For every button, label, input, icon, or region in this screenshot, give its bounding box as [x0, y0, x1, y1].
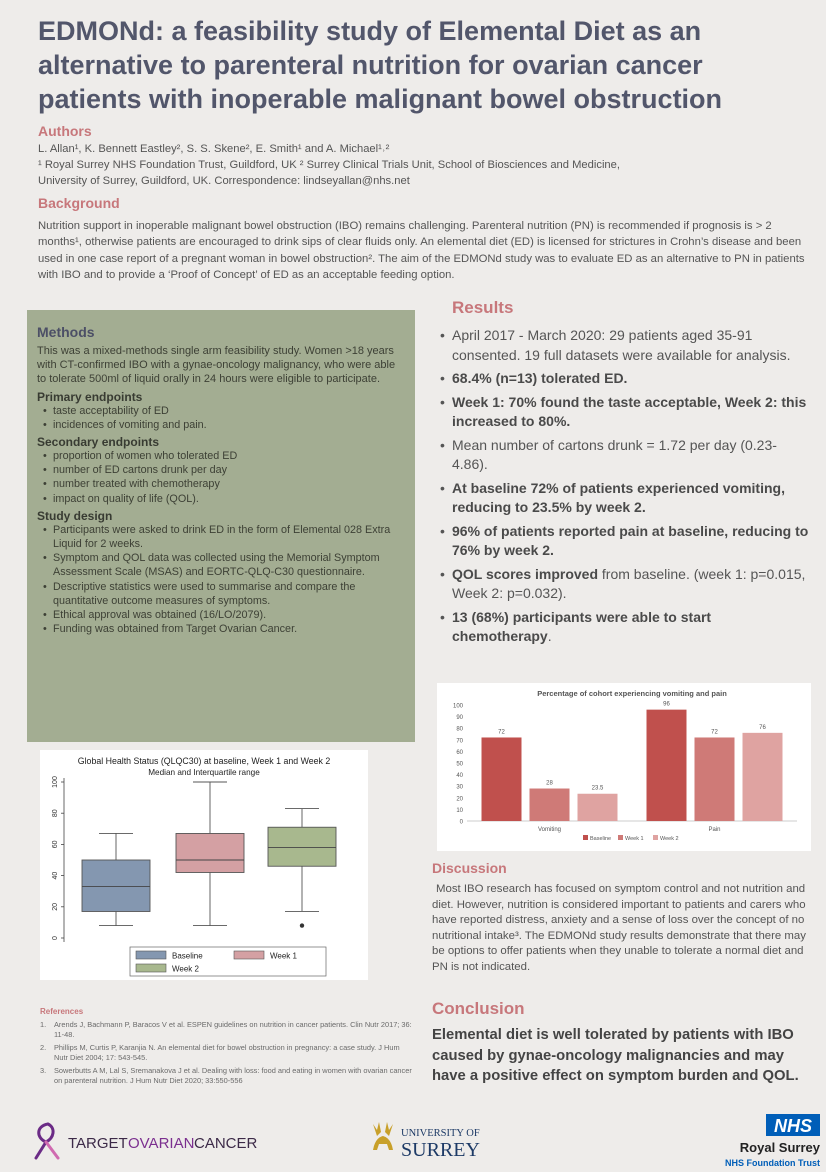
target-ovarian-cancer-logo	[28, 1118, 268, 1164]
list-item: • proportion of women who tolerated ED	[43, 449, 397, 463]
y-tick-label: 20	[52, 902, 59, 911]
study-design-heading: Study design	[37, 508, 113, 523]
background-heading: Background	[38, 195, 120, 211]
discussion-text: Most IBO research has focused on symptom control and not nutrition and diet. However, nutrition is considered important to patients and carers who have reported distress, anxiety and a sense of loss over the concept of no nutritional intake³. The EDMONd study results demonstrate that there may be options to offer patients when they unable to tolerate a normal diet and PN is not indicated.	[432, 883, 806, 973]
legend-swatch	[583, 835, 588, 840]
bar-week-1-vomiting	[530, 789, 570, 821]
discussion-heading: Discussion	[432, 860, 507, 876]
references-list	[40, 1020, 412, 1089]
results-item-bold: 68.4% (n=13) tolerated ED.	[452, 370, 628, 386]
y-tick-label: 80	[52, 809, 59, 818]
legend-label: Baseline	[172, 951, 203, 961]
list-item: • incidences of vomiting and pain.	[43, 418, 397, 432]
bar-data-label: 76	[759, 724, 766, 731]
results-item-text: .	[547, 628, 552, 644]
reference-number: 1.	[40, 1020, 47, 1029]
reference-item	[40, 1043, 412, 1063]
y-tick-label: 60	[52, 840, 59, 849]
legend-label: Week 1	[270, 951, 297, 961]
bar-data-label: 96	[663, 701, 670, 708]
royal-surrey-nhs-logo	[712, 1112, 822, 1170]
ribbon-icon	[36, 1124, 58, 1158]
results-list	[440, 326, 812, 651]
bar-data-label: 28	[546, 780, 553, 787]
primary-endpoints-heading: Primary endpoints	[37, 389, 143, 404]
nhs-badge-text: NHS	[773, 1116, 813, 1136]
nhs-trust-subtitle: NHS Foundation Trust	[725, 1158, 820, 1168]
list-item: • Symptom and QOL data was collected using the Memorial Symptom Assessment Scale (MSAS) and EORTC-QLQ-C30 questionnaire.	[43, 551, 397, 579]
surrey-top-text: UNIVERSITY OF	[401, 1128, 480, 1139]
y-tick-label: 0	[459, 819, 463, 826]
bar-chart-title: Percentage of cohort experiencing vomiting and pain	[537, 689, 727, 698]
bar-baseline-vomiting	[482, 737, 522, 821]
nhs-trust-name: Royal Surrey	[739, 1140, 820, 1155]
university-of-surrey-logo	[365, 1116, 505, 1166]
legend-swatch	[136, 964, 166, 972]
legend-label: Week 2	[172, 964, 199, 974]
secondary-endpoints-list	[43, 449, 415, 506]
list-item: • Ethical approval was obtained (16/LO/2079).	[43, 608, 397, 622]
target-word: TARGET	[68, 1135, 128, 1152]
y-tick-label: 0	[52, 936, 59, 940]
box-baseline	[82, 860, 150, 911]
box-plot-svg	[40, 750, 368, 980]
poster-title: EDMONd: a feasibility study of Elemental Diet as an alternative to parenteral nutrition for ovarian cancer patients with inoperable malignant bowel obstruction	[38, 16, 723, 114]
results-item	[440, 436, 812, 475]
list-item: • impact on quality of life (QOL).	[43, 492, 397, 506]
y-tick-label: 30	[456, 784, 463, 791]
study-design-list	[43, 523, 415, 637]
results-item	[440, 565, 812, 604]
ovarian-word: OVARIAN	[128, 1135, 195, 1152]
y-tick-label: 50	[456, 761, 463, 768]
results-item-bold: QOL scores improved	[452, 565, 599, 582]
bar-week-2-pain	[743, 733, 783, 821]
legend-label: Week 2	[660, 836, 679, 842]
y-tick-label: 100	[452, 703, 463, 710]
outlier-point	[300, 923, 304, 927]
box-week-2	[268, 827, 336, 866]
y-tick-label: 60	[456, 749, 463, 756]
vomiting-pain-bar-chart	[437, 683, 811, 851]
y-tick-label: 10	[456, 807, 463, 814]
authors-heading: Authors	[38, 123, 92, 139]
results-item	[440, 608, 812, 647]
reference-text: Sowerbutts A M, Lal S, Sremanakova J et al. Dealing with loss: food and eating in women with ovarian cancer on parenteral nutrition. J Hum Nutr Diet 2020; 33:550-556	[54, 1066, 412, 1085]
y-tick-label: 80	[456, 726, 463, 733]
conclusion-text: Elemental diet is well tolerated by patients with IBO caused by gynae-oncology malignancies and may have a positive effect on symptom burden and QOL.	[432, 1027, 799, 1084]
legend-swatch	[618, 835, 623, 840]
box-week-1	[176, 833, 244, 872]
y-tick-label: 100	[52, 776, 59, 788]
results-item	[440, 393, 812, 432]
y-tick-label: 90	[456, 715, 463, 722]
primary-endpoints-list	[43, 404, 415, 432]
secondary-endpoints-heading: Secondary endpoints	[37, 435, 160, 450]
bar-data-label: 23.5	[591, 785, 604, 792]
legend-label: Week 1	[625, 836, 644, 842]
results-item-text: April 2017 - March 2020: 29 patients aged 35-91 consented. 19 full datasets were available for analysis.	[452, 327, 791, 363]
background-text: Nutrition support in inoperable malignant bowel obstruction (IBO) remains challenging. Parenteral nutrition (PN) is recommended if prognosis is > 2 months¹, otherwise patients are encouraged to drink sips of clear fluids only. An elemental diet (ED) is licensed for strictures in Crohn’s disease and been used in one case report of a pregnant woman in bowel obstruction². The aim of the EDMONd study was to evaluate ED as an alternative to PN in patients with IBO and to provide a ‘Proof of Concept’ of ED as an acceptable feeding option.	[38, 220, 805, 281]
authors-names: L. Allan¹, K. Bennett Eastley², S. S. Skene², E. Smith¹ and A. Michael¹˒²	[38, 143, 390, 155]
bar-data-label: 72	[498, 729, 505, 736]
x-category-label: Vomiting	[537, 827, 562, 833]
stag-icon	[373, 1122, 393, 1150]
legend-swatch	[136, 951, 166, 959]
legend-label: Baseline	[590, 836, 612, 842]
bar-week-1-pain	[695, 737, 735, 821]
results-item	[440, 369, 812, 389]
results-item-text: from baseline. (week 1: p=0.015, Week 2: p=0.032).	[452, 565, 806, 601]
methods-heading: Methods	[37, 324, 95, 340]
methods-panel	[27, 310, 415, 742]
authors-correspondence: University of Surrey, Guildford, UK. Correspondence: lindseyallan@nhs.net	[38, 175, 410, 187]
reference-text: Arends J, Bachmann P, Baracos V et al. ESPEN guidelines on nutrition in cancer patients. Clin Nutr 2017; 36: 11-48.	[54, 1020, 412, 1039]
authors-affiliation: ¹ Royal Surrey NHS Foundation Trust, Guildford, UK ² Surrey Clinical Trials Unit, School of Biosciences and Medicine,	[38, 159, 620, 171]
legend-swatch	[234, 951, 264, 959]
x-category-label: Pain	[708, 827, 721, 833]
reference-item	[40, 1020, 412, 1040]
reference-text: Phillips M, Curtis P, Karanjia N. An elemental diet for bowel obstruction in pregnancy: a case study. J Hum Nutr Diet 2004; 17: 543-545.	[54, 1043, 400, 1062]
list-item: • Descriptive statistics were used to summarise and compare the quantitative outcome measures of symptoms.	[43, 580, 397, 608]
box-plot-title: Global Health Status (QLQC30) at baseline, Week 1 and Week 2	[77, 756, 331, 766]
reference-number: 2.	[40, 1043, 47, 1052]
y-tick-label: 70	[456, 738, 463, 745]
results-item-bold: 96% of patients reported pain at baseline, reducing to 76% by week 2.	[452, 522, 809, 558]
bar-data-label: 72	[711, 729, 718, 736]
cancer-word: CANCER	[194, 1135, 258, 1152]
legend-swatch	[653, 835, 658, 840]
references-heading: References	[40, 1007, 84, 1016]
reference-number: 3.	[40, 1066, 47, 1075]
methods-intro: This was a mixed-methods single arm feasibility study. Women >18 years with CT-confirmed IBO with a gynae-oncology malignancy, who were able to tolerate 500ml of liquid orally in 24 hours were eligible to participate.	[37, 345, 396, 386]
y-tick-label: 20	[456, 796, 463, 803]
list-item: • Funding was obtained from Target Ovarian Cancer.	[43, 622, 397, 636]
list-item: • Participants were asked to drink ED in the form of Elemental 028 Extra Liquid for 2 weeks.	[43, 523, 397, 551]
results-item-bold: At baseline 72% of patients experienced vomiting, reducing to 23.5% by week 2.	[452, 479, 785, 515]
conclusion-heading: Conclusion	[432, 999, 525, 1018]
results-item	[440, 522, 812, 561]
y-tick-label: 40	[52, 871, 59, 880]
results-item	[440, 326, 812, 365]
bar-chart-svg	[437, 683, 811, 851]
reference-item	[40, 1066, 412, 1086]
list-item: • taste acceptability of ED	[43, 404, 397, 418]
results-heading: Results	[452, 298, 514, 317]
results-item-bold: Week 1: 70% found the taste acceptable, Week 2: this increased to 80%.	[452, 393, 807, 429]
box-plot-subtitle: Median and Interquartile range	[148, 768, 260, 777]
y-tick-label: 40	[456, 773, 463, 780]
list-item: • number of ED cartons drunk per day	[43, 463, 397, 477]
results-item-text: Mean number of cartons drunk = 1.72 per day (0.23-4.86).	[452, 436, 777, 472]
authors-block	[38, 141, 808, 189]
global-health-box-plot	[40, 750, 368, 980]
list-item: • number treated with chemotherapy	[43, 477, 397, 491]
bar-week-2-vomiting	[578, 794, 618, 821]
bar-baseline-pain	[647, 710, 687, 821]
results-item	[440, 479, 812, 518]
surrey-bottom-text: SURREY	[401, 1139, 480, 1161]
results-item-bold: 13 (68%) participants were able to start chemotherapy	[452, 608, 712, 644]
